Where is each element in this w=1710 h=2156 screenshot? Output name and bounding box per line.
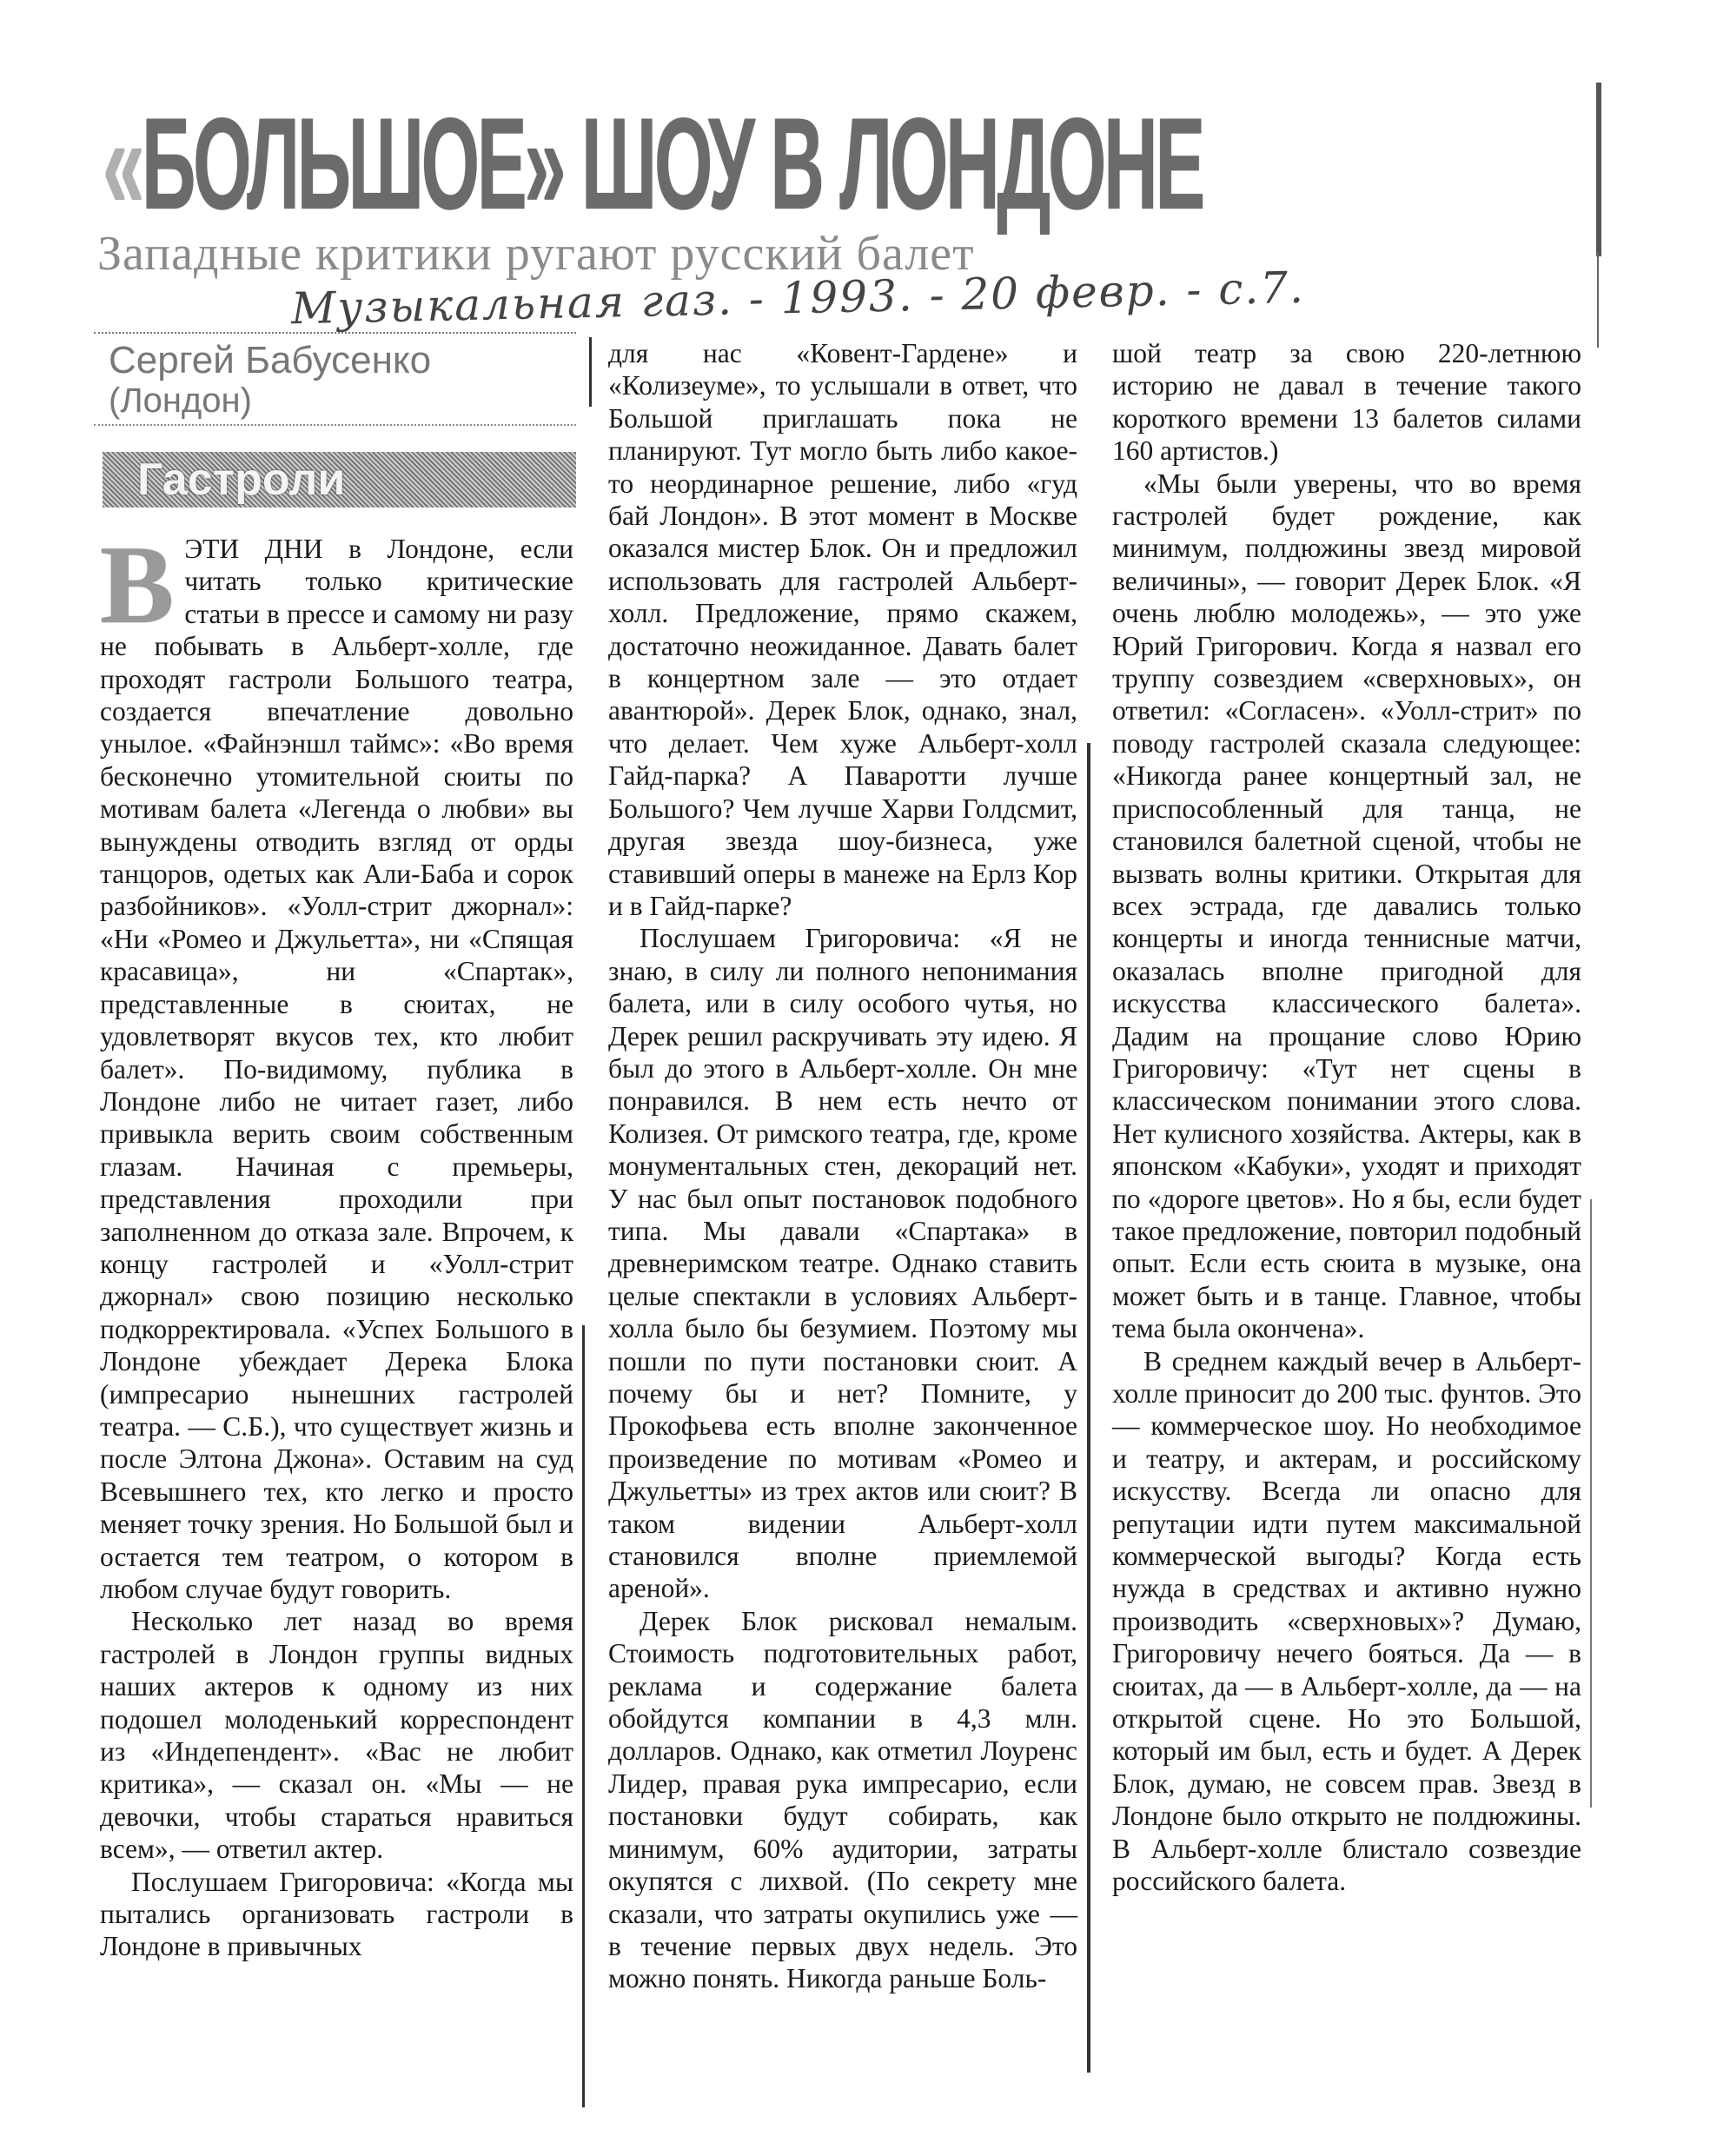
paragraph: Послушаем Григоровича: «Я не знаю, в силу ли полного непонимания балета, или в силу особого чутья, но Дерек решил раскручивать эту идею. Я был до этого в Альберт-холле. Он мне понравился. В нем есть нечто от Колизея. От римского театра, где, кроме монументальных стен, декораций нет. У нас был опыт постановок подобного типа. Мы давали «Спартака» в древнеримском театре. Однако ставить целые спектакли в условиях Альберт-холла было бы безумием. Поэтому мы пошли по пути постановки сюит. А почему бы и нет? Помните, у Прокофьева есть вполне законченное произведение по мотивам «Ромео и Джульетты» из трех актов или сюит? В таком видении Альберт-холл становился вполне приемлемой ареной».	[608, 923, 1077, 1604]
column-rule	[1590, 1199, 1592, 1808]
column-rule	[1087, 743, 1090, 2073]
column-rule	[582, 1325, 585, 2107]
border-rule	[1597, 252, 1599, 348]
byline	[109, 341, 431, 421]
paragraph: Дерек Блок рисковал немалым. Стоимость подготовительных работ, реклама и содержание балета обойдутся компании в 4,3 млн. долларов. Однако, как отметил Лоуренс Лидер, правая рука импресарио, если постановки будут собирать, как минимум, 60% аудитории, затраты окупятся с лихвой. (По секрету мне сказали, что затраты окупились уже — в течение первых двух недель. Это можно понять. Никогда раньше Боль-	[608, 1605, 1077, 1994]
headline	[103, 90, 1203, 236]
headline-open-quote: «	[103, 90, 142, 236]
paragraph: Послушаем Григоровича: «Когда мы пытались организовать гастроли в Лондоне в привычных	[100, 1866, 573, 1962]
rubric-label: Гастроли	[137, 454, 346, 505]
divider	[94, 424, 576, 427]
column-rule	[589, 337, 592, 407]
paragraph: шой театр за свою 220-летнюю историю не давал в течение такого короткого времени 13 балетов силами 160 артистов.)	[1112, 338, 1581, 467]
divider	[94, 332, 576, 335]
paragraph-text: ЭТИ ДНИ в Лондоне, если читать только критические статьи в прессе и самому ни разу не побывать в Альберт-холле, где проходят гастроли Большого театра, создается впечатление довольно унылое. «Файнэншл таймс»: «Во время бесконечно утомительной сюиты по мотивам балета «Легенда о любви» вы вынуждены отводить взгляд от орды танцоров, одетых как Али-Баба и сорок разбойников». «Уолл-стрит джорнал»: «Ни «Ромео и Джульетта», ни «Спящая красавица», ни «Спартак», представленные в сюитах, не удовлетворят вкусов тех, кто любит балет». По-видимому, публика в Лондоне либо не читает газет, либо привыкла верить своим собственным глазам. Начиная с премьеры, представления проходили при заполненном до отказа зале. Впрочем, к концу гастролей и «Уолл-стрит джорнал» свою позицию несколько подкорректировала. «Успех Большого в Лондоне убеждает Дерека Блока (импресарио нынешних гастролей театра. — С.Б.), что существует жизнь и после Элтона Джона». Оставим на суд Всевышнего тех, кто легко и просто меняет точку зрения. Но Большой был и остается тем театром, о котором в любом случае будут говорить.	[100, 534, 573, 1604]
drop-cap: В	[100, 523, 175, 647]
article-column-3	[1112, 337, 1581, 1898]
subheadline: Западные критики ругают русский балет	[97, 227, 975, 281]
article-column-2	[608, 337, 1077, 1995]
rubric-banner	[103, 452, 576, 507]
author-name: Сергей Бабусенко	[109, 339, 432, 381]
article-column-1	[100, 523, 573, 1963]
paragraph: В среднем каждый вечер в Альберт-холле приносит до 200 тыс. фунтов. Это — коммерческое шоу. Но необходимое и театру, и актерам, и российскому искусству. Всегда ли опасно для репутации идти путем максимальной коммерческой выгоды? Когда есть нужда в средствах и активно нужно производить «сверхновых»? Думаю, Григоровичу нечего бояться. Да — в сюитах, да — в Альберт-холле, да — на открытой сцене. Но это Большой, который им был, есть и будет. А Дерек Блок, думаю, не совсем прав. Звезд в Лондоне было открыто не полдюжины. В Альберт-холле блистало созвездие российского балета.	[1112, 1345, 1581, 1897]
handwritten-citation: Музыкальная газ. - 1993. - 20 февр. - с.7.	[290, 262, 1306, 335]
paragraph: «Мы были уверены, что во время гастролей будет рождение, как минимум, полдюжины звезд мировой величины», — говорит Дерек Блок. «Я очень люблю молодежь», — это уже Юрий Григорович. Когда я назвал его труппу созвездием «сверхновых», он ответил: «Согласен». «Уолл-стрит» по поводу гастролей сказала следующее: «Никогда ранее концертный зал, не приспособленный для танца, не становился балетной сценой, чтобы не вызвать волны критики. Открытая для всех эстрада, где давались только концерты и иногда теннисные матчи, оказалась вполне пригодной для искусства классического балета». Дадим на прощание слово Юрию Григоровичу: «Тут нет сцены в классическом понимании этого слова. Нет кулисного хозяйства. Актеры, как в японском «Кабуки», уходят и приходят по «дороге цветов». Но я бы, если будет такое предложение, повторил подобный опыт. Если есть сюита в музыке, она может быть и в танце. Главное, чтобы тема была окончена».	[1112, 468, 1581, 1344]
paragraph: для нас «Ковент-Гардене» и «Колизеуме», то услышали в ответ, что Большой приглашать пока не планируют. Тут могло быть либо какое-то неординарное решение, либо «гуд бай Лондон». В этот момент в Москве оказался мистер Блок. Он и предложил использовать для гастролей Альберт-холл. Предложение, прямо скажем, достаточно неожиданное. Давать балет в концертном зале — это отдает авантюрой». Дерек Блок, однако, знал, что делает. Чем хуже Альберт-холл Гайд-парка? А Паваротти лучше Большого? Чем лучше Харви Голдсмит, другая звезда шоу-бизнеса, уже ставивший оперы в манеже на Ерлз Кор и в Гайд-парке?	[608, 338, 1077, 921]
paragraph: Несколько лет назад во время гастролей в Лондон группы видных наших актеров к одному из них подошел молоденький корреспондент из «Индепендент». «Вас не любит критика», — сказал он. «Мы — не девочки, чтобы стараться нравиться всем», — ответил актер.	[100, 1606, 573, 1865]
border-rule	[1596, 83, 1601, 256]
dateline: (Лондон)	[109, 381, 252, 420]
paragraph	[100, 523, 573, 1605]
headline-text: БОЛЬШОЕ» ШОУ В ЛОНДОНЕ	[141, 90, 1203, 236]
